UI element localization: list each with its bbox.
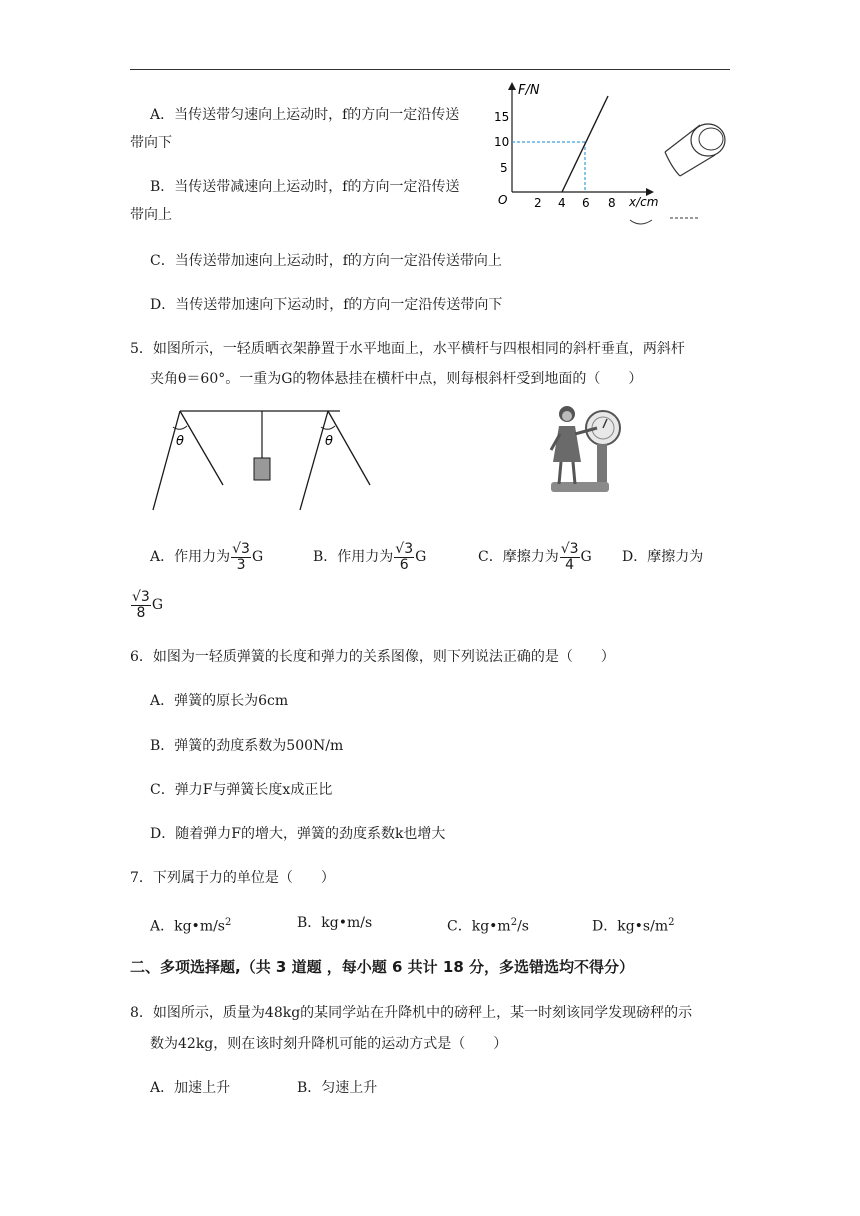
clothes-rack-figure — [145, 405, 375, 515]
q7-option-a: A．$kg•m/s^2$ — [150, 917, 232, 935]
q6-option-a: A．弹簧的原长为6cm — [150, 693, 289, 709]
graph-origin: O — [498, 193, 508, 207]
q5-stem-line2: 夹角θ＝60°。一重为G的物体悬挂在横杆中点，则每根斜杆受到地面的（ ） — [150, 371, 643, 387]
graph-ylabel: F/N — [518, 83, 540, 98]
person-on-scale-figure — [545, 400, 623, 495]
q7-option-d: D．$kg•s/m^2$ — [592, 917, 675, 935]
q8-option-a: A．加速上升 — [150, 1080, 231, 1096]
graph-ytick-15: 15 — [494, 110, 510, 124]
q7-stem: 7．下列属于力的单位是（ ） — [130, 870, 335, 886]
fraction-sqrt3-over-8: $\frac{√3}{8}$ — [132, 588, 150, 621]
q6-option-b: B．弹簧的劲度系数为500N/m — [150, 738, 344, 754]
q5-option-d: D．摩擦力为 — [622, 549, 704, 565]
q7-option-c: C．$kg•m^2/s$ — [447, 917, 529, 935]
theta-right: θ — [325, 434, 333, 449]
q4-option-a: A．当传送带匀速向上运动时，f的方向一定沿传送 — [150, 107, 460, 123]
q8-stem-line2: 数为42kg，则在该时刻升降机可能的运动方式是（ ） — [150, 1036, 508, 1052]
q8-option-b: B．匀速上升 — [297, 1080, 378, 1096]
q4-option-a-cont: 带向下 — [130, 135, 172, 151]
theta-left: θ — [176, 434, 184, 449]
q5-option-d-value: $\frac{√3}{8}$ G — [132, 588, 164, 621]
graph-xtick-8: 8 — [608, 196, 616, 210]
q5-option-b: B．作用力为 $\frac{√3}{6}$ G — [313, 540, 427, 573]
q6-option-c: C．弹力F与弹簧长度x成正比 — [150, 782, 333, 798]
conveyor-belt-figure — [620, 110, 730, 225]
fraction-sqrt3-over-3: $\frac{√3}{3}$ — [232, 540, 250, 573]
q6-stem: 6．如图为一轻质弹簧的长度和弹力的关系图像，则下列说法正确的是（ ） — [130, 649, 615, 665]
fraction-sqrt3-over-6: $\frac{√3}{6}$ — [395, 540, 414, 573]
graph-xtick-6: 6 — [582, 196, 590, 210]
graph-xlabel: x/cm — [629, 195, 659, 209]
graph-xtick-2: 2 — [534, 196, 542, 210]
q8-stem-line1: 8．如图所示，质量为48kg的某同学站在升降机中的磅秤上，某一时刻该同学发现磅秤的示 — [130, 1005, 693, 1021]
graph-ytick-5: 5 — [500, 161, 508, 175]
q6-option-d: D．随着弹力F的增大，弹簧的劲度系数k也增大 — [150, 826, 446, 842]
q4-option-b-cont: 带向上 — [130, 207, 172, 223]
q4-option-c: C．当传送带加速向上运动时，f的方向一定沿传送带向上 — [150, 253, 502, 269]
q7-option-b: B．kg•m/s — [297, 915, 373, 931]
q5-option-c: C．摩擦力为 $\frac{√3}{4}$ G — [478, 540, 592, 573]
q5-option-a: A．作用力为 $\frac{√3}{3}$ G — [150, 540, 264, 573]
q5-stem-line1: 5．如图所示，一轻质晒衣架静置于水平地面上，水平横杆与四根相同的斜杆垂直，两斜杆 — [130, 341, 685, 357]
graph-ytick-10: 10 — [494, 135, 510, 149]
section-heading-multiple-choice: 二、多项选择题,（共 3 道题 ，每小题 6 共计 18 分，多选错选均不得分） — [130, 958, 635, 976]
q4-option-b: B．当传送带减速向上运动时，f的方向一定沿传送 — [150, 179, 460, 195]
header-rule — [130, 69, 730, 70]
q4-option-d: D．当传送带加速向下运动时，f的方向一定沿传送带向下 — [150, 297, 503, 313]
fraction-sqrt3-over-4: $\frac{√3}{4}$ — [560, 540, 579, 573]
graph-xtick-4: 4 — [558, 196, 566, 210]
